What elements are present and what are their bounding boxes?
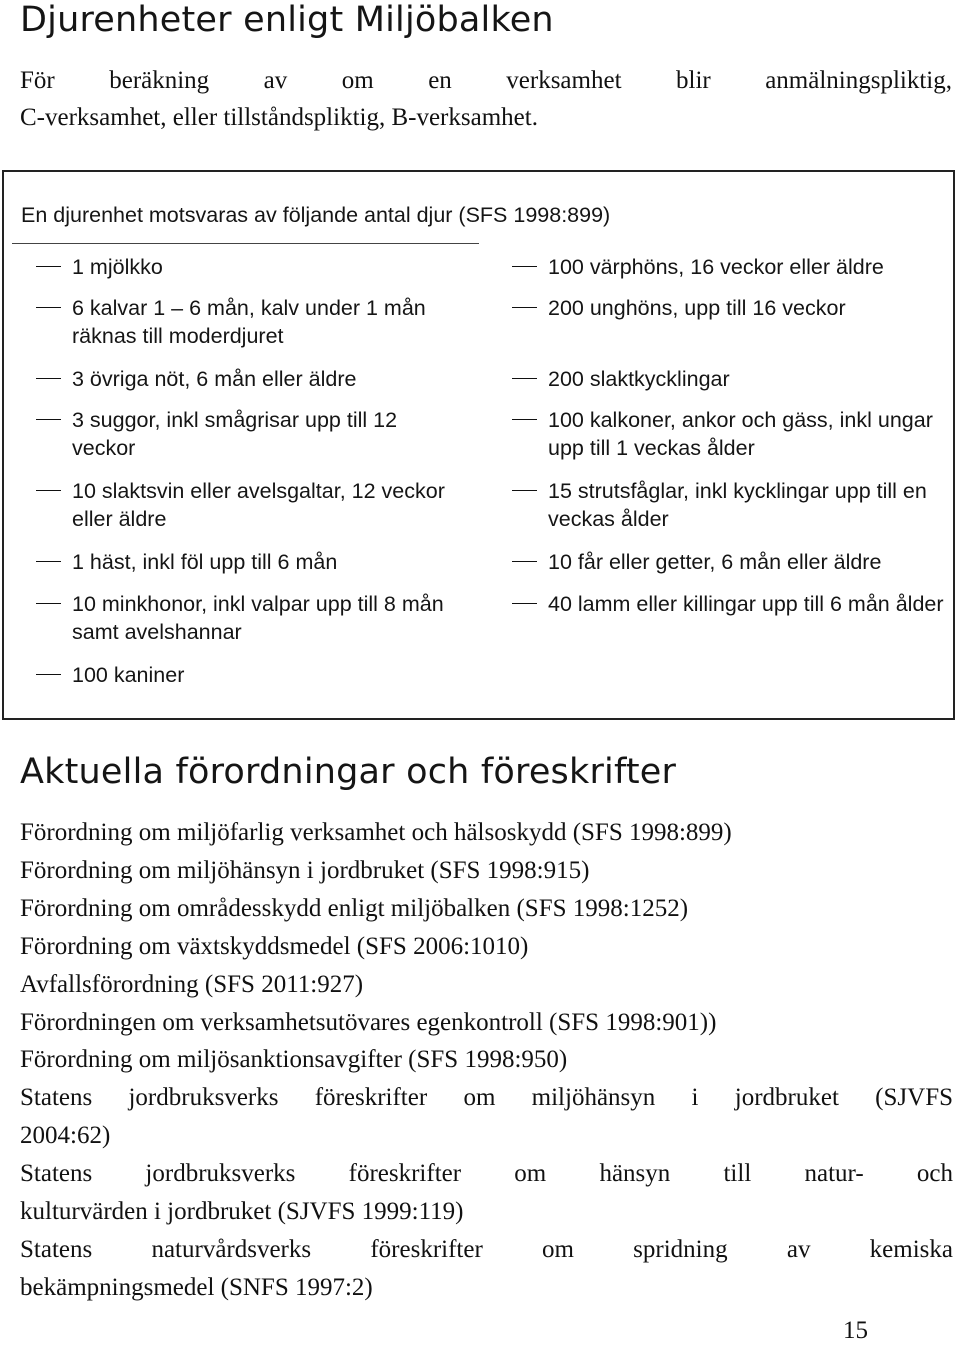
dash-bullet [36,603,61,604]
dash-bullet [512,603,537,604]
regulation-line: Statens naturvårdsverks föreskrifter om spridning av kemiska [20,1235,953,1263]
dash-bullet [512,266,537,267]
regulation-item: Förordning om växtskyddsmedel (SFS 2006:1010) [20,932,529,960]
regulation-line: kulturvärden i jordbruket (SJVFS 1999:119) [20,1198,464,1226]
dash-bullet [512,561,537,562]
dash-bullet [36,561,61,562]
dash-bullet [36,490,61,491]
regulation-item: Avfallsförordning (SFS 2011:927) [20,970,364,998]
regulation-item: Förordning om miljöhänsyn i jordbruket (SFS 1998:915) [20,856,590,884]
regulation-line: Statens jordbruksverks föreskrifter om miljöhänsyn i jordbruket (SJVFS [20,1084,953,1112]
intro-line-2: C-verksamhet, eller tillståndspliktig, B-verksamhet. [20,104,538,131]
page-title: Djurenheter enligt Miljöbalken [20,0,554,40]
regulation-item: Förordning om områdesskydd enligt miljöbalken (SFS 1998:1252) [20,894,689,922]
regulation-item: Förordning om miljösanktionsavgifter (SFS 1998:950) [20,1046,568,1074]
section-title: Aktuella förordningar och föreskrifter [20,752,677,792]
regulation-line: Statens jordbruksverks föreskrifter om hänsyn till natur- och [20,1160,953,1188]
dash-bullet [512,419,537,420]
dash-bullet [512,378,537,379]
intro-paragraph [20,62,952,136]
box-divider [12,243,479,244]
regulation-item: Förordningen om verksamhetsutövares egenkontroll (SFS 1998:901)) [20,1008,717,1036]
regulations-list [20,814,953,1307]
dash-bullet [36,419,61,420]
page-number: 15 [843,1317,868,1344]
regulation-item: Förordning om miljöfarlig verksamhet och hälsoskydd (SFS 1998:899) [20,819,732,846]
regulation-item [20,1155,953,1231]
dash-bullet [36,266,61,267]
dash-bullet [512,307,537,308]
regulation-item [20,1079,953,1155]
animal-unit-box: En djurenhet motsvaras av följande antal djur (SFS 1998:899) 1 mjölkko 6 kalvar 1 – 6 mån, kalv under 1 mån räknas till moderdjuret 3 övriga nöt, 6 mån eller äldre 3 suggor, inkl smågrisar upp till 12 veckor 10 slaktsvin eller avelsgaltar, 12 veckor eller äldre 1 häst, inkl föl upp till 6 mån 10 minkhonor, inkl valpar upp till 8 mån samt avelshannar 100 kaniner 100 värphöns, 16 veckor eller äldre 200 unghöns, upp till 16 veckor 200 slaktkycklingar 100 kalkoner, ankor och gäss, inkl ungar upp till 1 veckas ålder 15 strutsfåglar, inkl kycklingar upp till en veckas ålder 10 får eller getter, 6 mån eller äldre 40 lamm eller killingar upp till 6 mån ålder [2,170,955,720]
box-heading: En djurenhet motsvaras av följande antal djur (SFS 1998:899) [21,203,611,227]
dash-bullet [36,674,61,675]
regulation-item [20,1231,953,1307]
dash-bullet [512,490,537,491]
dash-bullet [36,307,61,308]
intro-line-1: För beräkning av om en verksamhet blir anmälningspliktig, [20,67,952,94]
regulation-line: 2004:62) [20,1122,111,1150]
regulation-line: bekämpningsmedel (SNFS 1997:2) [20,1273,373,1301]
dash-bullet [36,378,61,379]
